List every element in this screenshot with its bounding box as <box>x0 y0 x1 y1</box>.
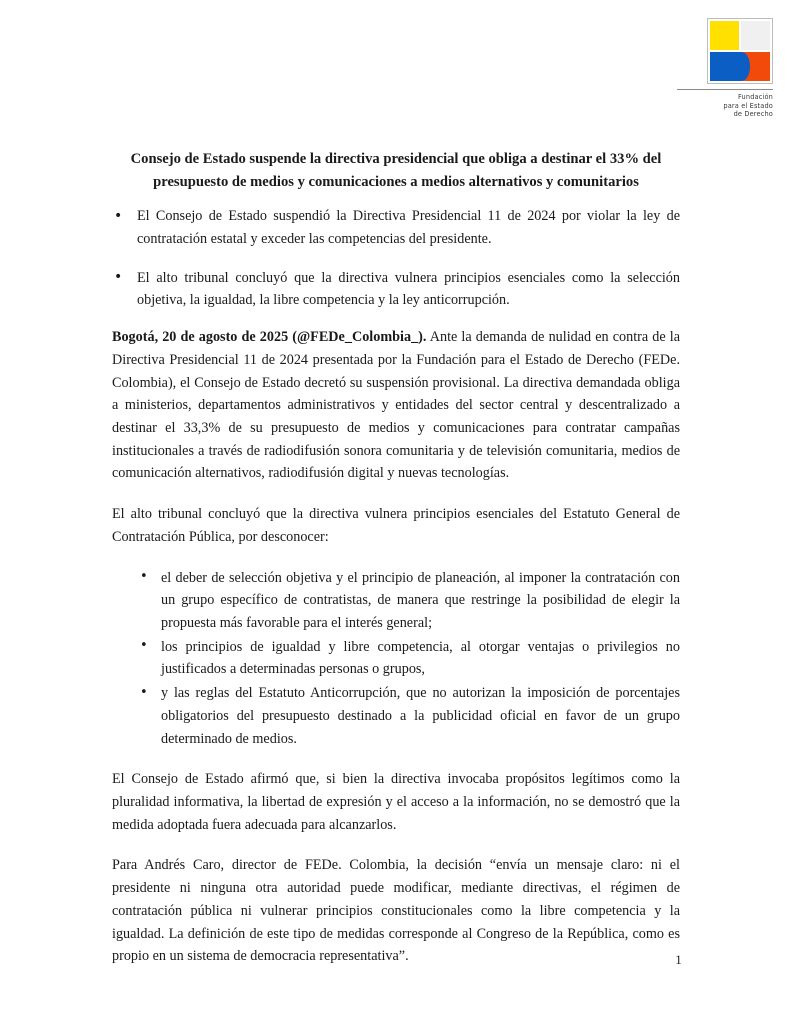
page-title: Consejo de Estado suspende la directiva presidencial que obliga a destinar el 33% del presupuesto de medios y comunicaciones a medios alternativos y comunitarios <box>130 151 662 190</box>
logo-caption-line-3: de Derecho <box>733 110 773 119</box>
body-paragraph-3: El Consejo de Estado afirmó que, si bien la directiva invocaba propósitos legítimos como la pluralidad informativa, la libertad de expresión y el acceso a la información, no se demostró que la medida adoptada fuera adecuada para alcanzarlos. <box>112 771 680 833</box>
list-item: • los principios de igualdad y libre competencia, al otorgar ventajas o privilegios no justificados a determinadas personas o grupos, <box>139 636 680 681</box>
body-paragraph-4: Para Andrés Caro, director de FEDe. Colombia, la decisión “envía un mensaje claro: ni el presidente ni ninguna otra autoridad puede modificar, mediante directivas, el régimen de contratación pública ni vulnerar principios constitucionales como la libre competencia y la igualdad. La definición de este tipo de medidas corresponde al Congreso de la República, como es propio en un sistema de democracia representativa”. <box>112 857 680 965</box>
fede-logo-icon <box>707 18 773 84</box>
dateline-paragraph <box>112 326 680 485</box>
body-paragraph-2: El alto tribunal concluyó que la directiva vulnera principios esenciales del Estatuto General de Contratación Pública, por desconocer: <box>112 506 680 545</box>
dateline-body: Ante la demanda de nulidad en contra de la Directiva Presidencial 11 de 2024 presentada por la Fundación para el Estado de Derecho (FEDe. Colombia), el Consejo de Estado decretó su suspensión provisional. La directiva demandada obliga a ministerios, departamentos administrativos y entidades del sector central y descentralizado a destinar el 33,3% de su presupuesto de medios y comunicaciones para contratar campañas institucionales a través de radiodifusión sonora comunitaria y de televisión comunitaria, medios de comunicación alternativos, radiodifusión digital y nuevas tecnologías. <box>112 329 680 482</box>
organization-logo <box>669 18 773 119</box>
list-item: • El alto tribunal concluyó que la directiva vulnera principios esenciales como la selección objetiva, la igualdad, la libre competencia y la ley anticorrupción. <box>112 267 680 312</box>
reasons-list <box>112 567 680 751</box>
logo-caption-line-2: para el Estado <box>723 101 773 110</box>
document-content <box>112 148 680 986</box>
highlights-list <box>112 205 680 312</box>
list-item: • El Consejo de Estado suspendió la Directiva Presidencial 11 de 2024 por violar la ley de contratación estatal y exceder las competencias del presidente. <box>112 205 680 250</box>
list-item: • y las reglas del Estatuto Anticorrupción, que no autorizan la imposición de porcentajes obligatorios del presupuesto destinado a la publicidad oficial en favor de un grupo determinado de medios. <box>139 682 680 750</box>
logo-divider <box>677 89 773 90</box>
page-number-value: 1 <box>675 952 682 967</box>
page-number <box>0 952 791 968</box>
logo-caption <box>669 93 773 119</box>
list-item: • el deber de selección objetiva y el principio de planeación, al imponer la contratación con un grupo específico de contratistas, de manera que restringe la posibilidad de elegir la propuesta más favorable para el interés general; <box>139 567 680 635</box>
dateline: Bogotá, 20 de agosto de 2025 (@FEDe_Colombia_). <box>112 329 427 346</box>
logo-caption-line-1: Fundación <box>737 93 773 101</box>
